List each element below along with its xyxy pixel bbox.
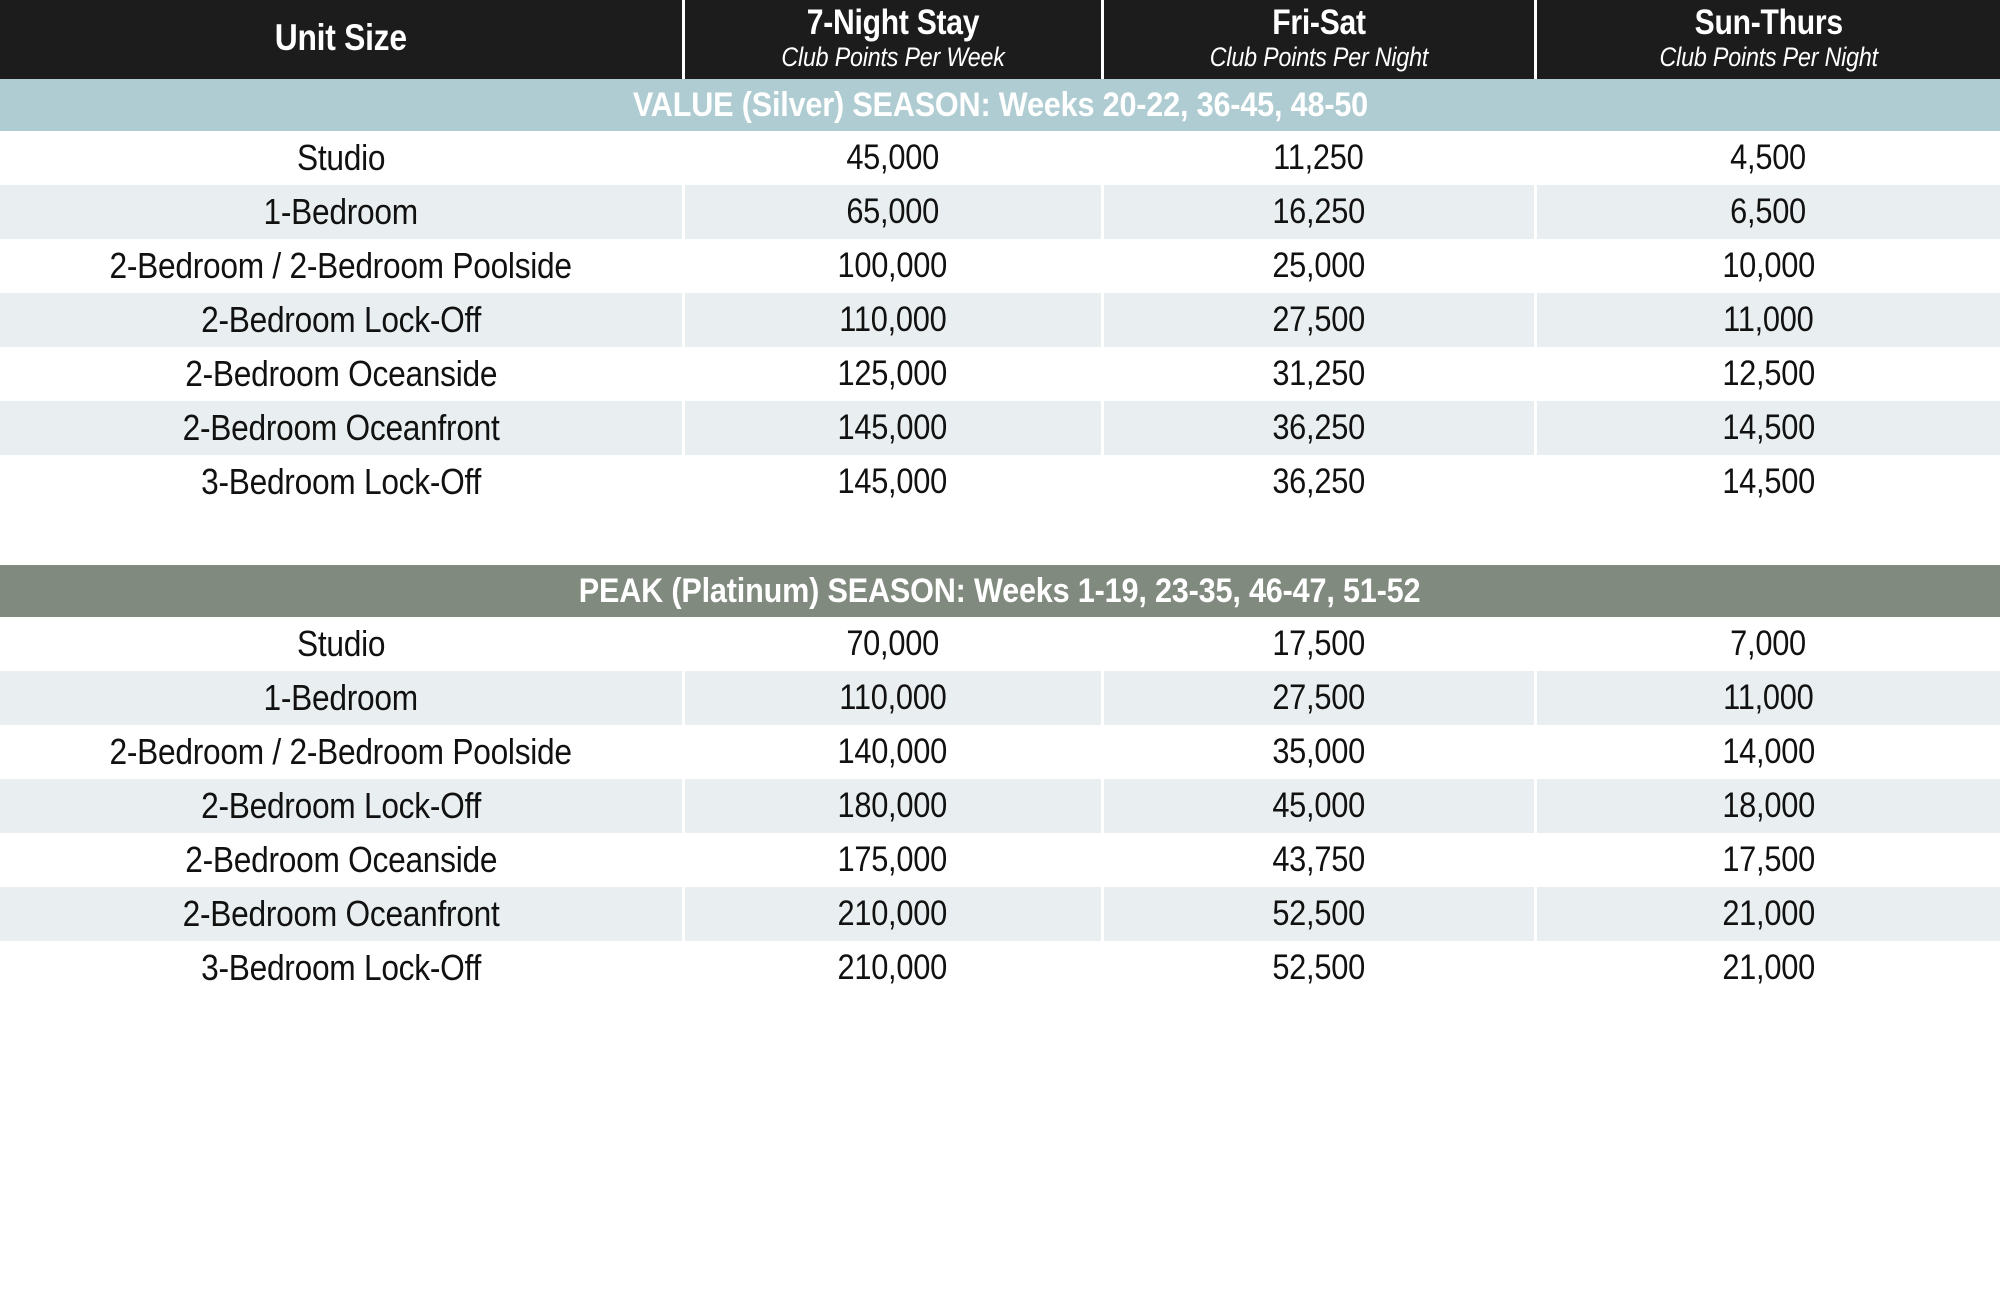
- cell-sun-thurs-text: 10,000: [1721, 246, 1815, 285]
- cell-sun-thurs-text: 14,500: [1721, 408, 1815, 447]
- table-row: [0, 725, 2000, 779]
- cell-fri-sat: [1102, 617, 1535, 671]
- table-row: [0, 185, 2000, 239]
- column-header-unit-size: [0, 0, 683, 79]
- season-banner-peak-label: PEAK (Platinum) SEASON: Weeks 1-19, 23-35, 46-47, 51-52: [579, 571, 1421, 610]
- table-row: [0, 617, 2000, 671]
- column-header-fri-sat-subtitle: Club Points Per Night: [1209, 41, 1428, 72]
- cell-unit-size-text: 1-Bedroom: [263, 677, 418, 718]
- cell-7-night-stay-text: 110,000: [838, 300, 947, 339]
- cell-unit-size: [0, 293, 683, 347]
- cell-7-night-stay-text: 70,000: [846, 624, 939, 663]
- table-row: [0, 401, 2000, 455]
- cell-unit-size: [0, 455, 683, 509]
- cell-sun-thurs-text: 12,500: [1721, 354, 1815, 393]
- cell-7-night-stay: [683, 293, 1102, 347]
- cell-sun-thurs-text: 14,500: [1721, 462, 1815, 501]
- cell-7-night-stay-text: 125,000: [837, 354, 948, 393]
- column-header-7-night-stay-title: 7-Night Stay: [806, 2, 979, 42]
- cell-sun-thurs: [1535, 725, 2000, 779]
- cell-7-night-stay: [683, 239, 1102, 293]
- cell-fri-sat-text: 43,750: [1272, 840, 1365, 879]
- cell-unit-size: [0, 779, 683, 833]
- cell-fri-sat: [1102, 293, 1535, 347]
- table-row: [0, 239, 2000, 293]
- cell-fri-sat: [1102, 185, 1535, 239]
- column-header-sun-thurs-subtitle: Club Points Per Night: [1659, 41, 1878, 72]
- cell-7-night-stay-text: 65,000: [846, 192, 939, 231]
- season-banner-peak: [0, 565, 2000, 617]
- column-header-7-night-stay-subtitle: Club Points Per Week: [780, 41, 1005, 72]
- cell-unit-size: [0, 347, 683, 401]
- cell-7-night-stay: [683, 833, 1102, 887]
- cell-fri-sat-text: 27,500: [1272, 678, 1365, 717]
- cell-fri-sat-text: 16,250: [1272, 192, 1365, 231]
- cell-7-night-stay-text: 45,000: [846, 138, 939, 177]
- cell-unit-size-text: 2-Bedroom Lock-Off: [200, 785, 481, 826]
- cell-sun-thurs: [1535, 833, 2000, 887]
- cell-fri-sat-text: 25,000: [1272, 246, 1365, 285]
- cell-fri-sat-text: 52,500: [1272, 894, 1365, 933]
- column-header-sun-thurs-title: Sun-Thurs: [1694, 2, 1843, 42]
- cell-fri-sat: [1102, 401, 1535, 455]
- cell-unit-size-text: 2-Bedroom Oceanside: [184, 839, 497, 880]
- season-banner-value: [0, 79, 2000, 131]
- cell-unit-size-text: 3-Bedroom Lock-Off: [200, 947, 481, 988]
- cell-7-night-stay: [683, 185, 1102, 239]
- column-header-fri-sat-title: Fri-Sat: [1271, 2, 1366, 42]
- season-banner-row-value: [0, 79, 2000, 131]
- table-row: [0, 671, 2000, 725]
- cell-unit-size-text: 2-Bedroom / 2-Bedroom Poolside: [109, 731, 572, 772]
- cell-sun-thurs-text: 7,000: [1730, 624, 1807, 663]
- cell-7-night-stay-text: 210,000: [837, 948, 948, 987]
- cell-unit-size: [0, 239, 683, 293]
- section-spacer: [0, 509, 2000, 565]
- cell-fri-sat: [1102, 455, 1535, 509]
- cell-sun-thurs: [1535, 347, 2000, 401]
- cell-sun-thurs-text: 4,500: [1730, 138, 1807, 177]
- cell-7-night-stay-text: 140,000: [837, 732, 948, 771]
- table-row: [0, 455, 2000, 509]
- cell-7-night-stay-text: 100,000: [837, 246, 948, 285]
- table-row: [0, 887, 2000, 941]
- cell-7-night-stay: [683, 455, 1102, 509]
- cell-unit-size: [0, 401, 683, 455]
- cell-7-night-stay: [683, 671, 1102, 725]
- cell-unit-size: [0, 185, 683, 239]
- cell-fri-sat-text: 36,250: [1272, 408, 1365, 447]
- cell-sun-thurs: [1535, 617, 2000, 671]
- table-row: [0, 131, 2000, 185]
- cell-7-night-stay: [683, 347, 1102, 401]
- column-header-unit-size-title: Unit Size: [274, 17, 407, 58]
- cell-fri-sat: [1102, 941, 1535, 995]
- cell-fri-sat: [1102, 239, 1535, 293]
- cell-sun-thurs-text: 21,000: [1721, 948, 1815, 987]
- cell-sun-thurs-text: 11,000: [1723, 300, 1814, 339]
- cell-sun-thurs: [1535, 941, 2000, 995]
- season-banner-value-label: VALUE (Silver) SEASON: Weeks 20-22, 36-45, 48-50: [632, 85, 1368, 124]
- cell-sun-thurs: [1535, 185, 2000, 239]
- column-header-fri-sat: [1102, 0, 1535, 79]
- cell-unit-size-text: 2-Bedroom / 2-Bedroom Poolside: [109, 245, 572, 286]
- cell-sun-thurs-text: 18,000: [1721, 786, 1815, 825]
- cell-sun-thurs: [1535, 779, 2000, 833]
- cell-7-night-stay-text: 210,000: [837, 894, 948, 933]
- table-header: [0, 0, 2000, 79]
- cell-fri-sat-text: 52,500: [1272, 948, 1365, 987]
- cell-fri-sat: [1102, 671, 1535, 725]
- cell-7-night-stay: [683, 941, 1102, 995]
- cell-sun-thurs-text: 21,000: [1721, 894, 1815, 933]
- cell-fri-sat-text: 36,250: [1272, 462, 1365, 501]
- cell-fri-sat-text: 31,250: [1272, 354, 1365, 393]
- cell-sun-thurs: [1535, 671, 2000, 725]
- cell-unit-size-text: 2-Bedroom Oceanfront: [182, 407, 500, 448]
- cell-unit-size-text: Studio: [296, 623, 385, 664]
- cell-7-night-stay: [683, 131, 1102, 185]
- cell-unit-size-text: 3-Bedroom Lock-Off: [200, 461, 481, 502]
- cell-7-night-stay-text: 145,000: [837, 408, 948, 447]
- season-banner-row-peak: [0, 565, 2000, 617]
- cell-unit-size-text: 2-Bedroom Oceanfront: [182, 893, 500, 934]
- cell-7-night-stay-text: 110,000: [838, 678, 947, 717]
- cell-unit-size: [0, 887, 683, 941]
- cell-fri-sat-text: 27,500: [1272, 300, 1365, 339]
- cell-fri-sat: [1102, 779, 1535, 833]
- cell-fri-sat: [1102, 347, 1535, 401]
- cell-7-night-stay: [683, 779, 1102, 833]
- cell-unit-size-text: Studio: [296, 137, 385, 178]
- cell-unit-size-text: 2-Bedroom Lock-Off: [200, 299, 481, 340]
- cell-sun-thurs: [1535, 401, 2000, 455]
- header-row: [0, 0, 2000, 79]
- section-spacer-cell: [0, 509, 2000, 565]
- cell-fri-sat-text: 17,500: [1272, 624, 1365, 663]
- cell-sun-thurs: [1535, 887, 2000, 941]
- column-header-sun-thurs: [1535, 0, 2000, 79]
- cell-fri-sat-text: 45,000: [1272, 786, 1365, 825]
- cell-sun-thurs: [1535, 455, 2000, 509]
- cell-sun-thurs: [1535, 131, 2000, 185]
- cell-unit-size: [0, 941, 683, 995]
- column-header-7-night-stay: [683, 0, 1102, 79]
- cell-unit-size-text: 2-Bedroom Oceanside: [184, 353, 497, 394]
- cell-unit-size: [0, 725, 683, 779]
- cell-7-night-stay-text: 175,000: [837, 840, 948, 879]
- table-tail-spacer-cell: [0, 995, 2000, 1039]
- cell-sun-thurs: [1535, 293, 2000, 347]
- cell-sun-thurs-text: 11,000: [1723, 678, 1814, 717]
- table-body: [0, 79, 2000, 1039]
- table-row: [0, 347, 2000, 401]
- cell-7-night-stay-text: 180,000: [837, 786, 948, 825]
- cell-7-night-stay: [683, 617, 1102, 671]
- cell-7-night-stay: [683, 401, 1102, 455]
- cell-fri-sat: [1102, 887, 1535, 941]
- cell-sun-thurs: [1535, 239, 2000, 293]
- cell-sun-thurs-text: 17,500: [1721, 840, 1815, 879]
- cell-unit-size-text: 1-Bedroom: [263, 191, 418, 232]
- cell-sun-thurs-text: 14,000: [1721, 732, 1815, 771]
- table-row: [0, 941, 2000, 995]
- cell-7-night-stay: [683, 887, 1102, 941]
- cell-fri-sat: [1102, 131, 1535, 185]
- cell-7-night-stay-text: 145,000: [837, 462, 948, 501]
- cell-fri-sat-text: 35,000: [1272, 732, 1365, 771]
- table-row: [0, 779, 2000, 833]
- cell-fri-sat-text: 11,250: [1273, 138, 1364, 177]
- cell-unit-size: [0, 671, 683, 725]
- cell-fri-sat: [1102, 833, 1535, 887]
- table-row: [0, 293, 2000, 347]
- cell-fri-sat: [1102, 725, 1535, 779]
- cell-unit-size: [0, 617, 683, 671]
- cell-unit-size: [0, 131, 683, 185]
- cell-unit-size: [0, 833, 683, 887]
- table-row: [0, 833, 2000, 887]
- table-tail-spacer: [0, 995, 2000, 1039]
- cell-sun-thurs-text: 6,500: [1730, 192, 1807, 231]
- cell-7-night-stay: [683, 725, 1102, 779]
